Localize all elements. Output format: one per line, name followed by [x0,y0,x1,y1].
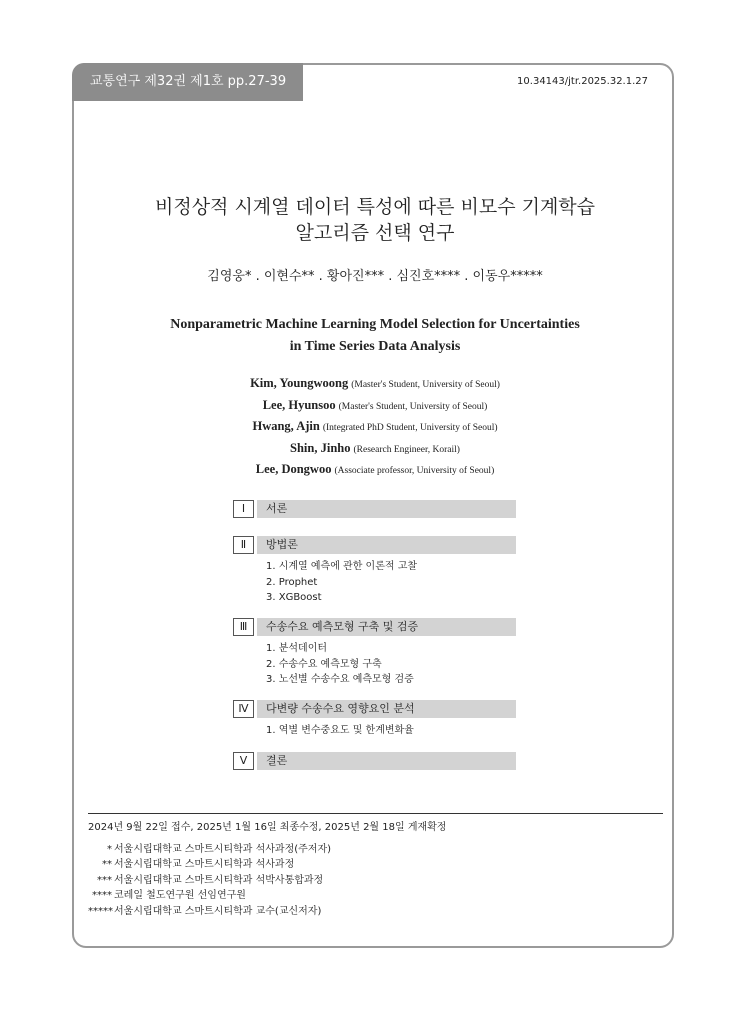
toc-subitem: 2. Prophet [266,576,318,588]
english-title [100,314,650,358]
section-title: 결론 [257,752,516,770]
section-title: 다변량 수송수요 영향요인 분석 [257,700,516,718]
section-number: Ⅴ [233,752,254,770]
section-number: Ⅱ [233,536,254,554]
author-line [150,439,600,461]
toc-section [233,500,516,518]
submission-dates: 2024년 9월 22일 접수, 2025년 1월 16일 최종수정, 2025년 2월 18일 게재확정 [88,822,447,833]
toc-subitem: 1. 분석데이터 [266,643,328,654]
section-title: 수송수요 예측모형 구축 및 검증 [257,618,516,636]
author-affiliation: (Master's Student, University of Seoul) [351,380,500,390]
korean-title [100,194,650,246]
author-line [150,374,600,396]
footnotes [88,820,663,919]
toc-subitem: 1. 역별 변수중요도 및 한계변화율 [266,725,414,736]
author-affiliation: (Research Engineer, Korail) [353,444,460,455]
footnote-text: 서울시립대학교 스마트시티학과 교수(교신저자) [114,905,322,917]
footnote-mark: ** [102,859,112,870]
toc-section [233,536,516,554]
author-line [150,460,600,482]
toc-subitem: 1. 시계열 예측에 관한 이론적 고찰 [266,561,418,572]
footnote-text: 서울시립대학교 스마트시티학과 석사과정(주저자) [114,843,332,855]
author-line [150,396,600,418]
english-title-line: in Time Series Data Analysis [289,339,461,354]
toc-subitem: 3. 노선별 수송수요 예측모형 검증 [266,674,414,685]
toc-section [233,752,516,770]
author-affiliation: (Associate professor, University of Seoul) [334,466,495,476]
korean-title-line: 비정상적 시계열 데이터 특성에 따른 비모수 기계학습 [154,196,596,218]
footnote-mark: ***** [88,905,113,917]
journal-header: 교통연구 제32권 제1호 pp.27-39 [72,63,303,101]
section-title: 서론 [257,500,516,518]
author-name: Lee, Hyunsoo [262,397,336,412]
footnote-text: 코레일 철도연구원 선임연구원 [114,890,246,901]
footnote [88,857,663,873]
korean-authors: 김영웅* . 이현수** . 황아진*** . 심진호**** . 이동우***** [207,269,543,284]
author-name: Kim, Youngwoong [250,376,349,390]
footnote [88,842,663,858]
author-name: Lee, Dongwoo [255,462,332,476]
toc-section [233,700,516,718]
toc-section [233,618,516,636]
author-name: Shin, Jinho [290,440,351,455]
footnote [88,904,663,920]
author-line [150,417,600,439]
footnote-mark: * [107,843,112,855]
author-affiliation: (Master's Student, University of Seoul) [338,401,488,412]
doi: 10.34143/jtr.2025.32.1.27 [517,76,648,87]
section-title: 방법론 [257,536,516,554]
section-number: Ⅲ [233,618,254,636]
english-title-line: Nonparametric Machine Learning Model Selection for Uncertainties [170,317,580,332]
section-number: Ⅳ [233,700,254,718]
author-name: Hwang, Ajin [252,419,320,433]
footnote [88,888,663,904]
footnote-text: 서울시립대학교 스마트시티학과 석사과정 [114,859,295,870]
footnote-text: 서울시립대학교 스마트시티학과 석박사통합과정 [114,874,324,886]
toc-subitem: 2. 수송수요 예측모형 구축 [266,658,382,670]
footnote-mark: **** [92,890,112,901]
korean-title-line: 알고리즘 선택 연구 [295,222,455,244]
english-authors [150,374,600,482]
author-affiliation: (Integrated PhD Student, University of Seoul) [322,423,498,433]
toc-subitem: 3. XGBoost [266,592,322,603]
section-number: Ⅰ [233,500,254,518]
footnote-divider [88,813,663,814]
footnote-mark: *** [97,874,112,886]
footnote [88,873,663,889]
